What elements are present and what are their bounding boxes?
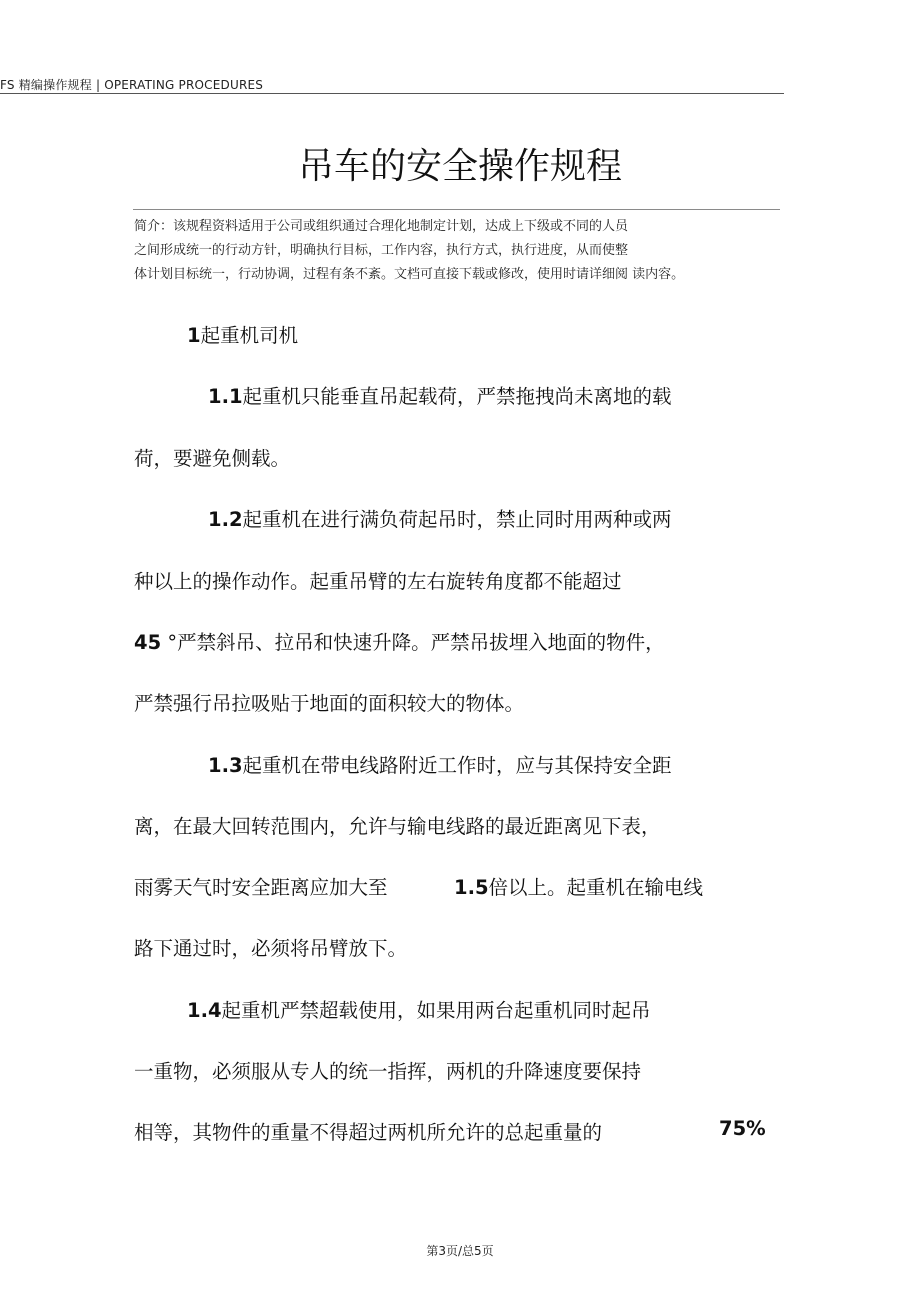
item-1-2-line-2: 种以上的操作动作。起重吊臂的左右旋转角度都不能超过 [134, 570, 622, 593]
section-number: 1 [187, 324, 201, 347]
item-number: 1.2 [208, 508, 243, 531]
item-text: 起重机在带电线路附近工作时，应与其保持安全距 [242, 754, 672, 777]
item-1-2-line-3 [134, 627, 665, 655]
item-text: °严禁斜吊、拉吊和快速升降。严禁吊拔埋入地面的物件， [161, 631, 665, 654]
item-text: 倍以上。起重机在输电线 [488, 876, 704, 899]
intro-line-2: 之间形成统一的行动方针，明确执行目标，工作内容，执行方式，执行进度，从而使整 [134, 243, 629, 258]
title-divider [133, 209, 780, 210]
angle-value: 45 [134, 631, 162, 654]
item-1-3-line-3 [134, 872, 388, 900]
item-1-3-line-4: 路下通过时，必须将吊臂放下。 [134, 937, 408, 960]
item-1-1-line-1 [208, 381, 672, 409]
item-number: 1.3 [208, 754, 243, 777]
section-heading-text: 起重机司机 [200, 324, 299, 347]
item-1-1-line-2: 荷，要避免侧载。 [134, 447, 291, 470]
section-1-heading [187, 320, 298, 348]
item-1-4-line-2: 一重物，必须服从专人的统一指挥，两机的升降速度要保持 [134, 1060, 642, 1083]
document-header: FS 精编操作规程 | OPERATING PROCEDURES [0, 78, 264, 92]
percentage-value: 75% [719, 1117, 766, 1140]
header-divider [0, 93, 784, 94]
item-number: 1.1 [208, 385, 243, 408]
item-1-2-line-4: 严禁强行吊拉吸贴于地面的面积较大的物体。 [134, 692, 525, 715]
item-1-3-line-3-tail [454, 872, 703, 900]
intro-line-1: 简介：该规程资料适用于公司或组织通过合理化地制定计划，达成上下级或不同的人员 [134, 219, 629, 234]
item-number: 1.4 [187, 999, 222, 1022]
intro-line-3: 体计划目标统一，行动协调，过程有条不紊。文档可直接下载或修改，使用时请详细阅 读内容。 [134, 267, 685, 282]
item-1-4-line-1 [187, 995, 651, 1023]
multiplier-value: 1.5 [454, 876, 489, 899]
document-title: 吊车的安全操作规程 [297, 146, 622, 187]
item-text: 起重机在进行满负荷起吊时，禁止同时用两种或两 [242, 508, 672, 531]
item-1-2-line-1 [208, 504, 672, 532]
item-text: 雨雾天气时安全距离应加大至 [134, 876, 388, 899]
page-number: 第3页/总5页 [426, 1244, 494, 1258]
item-1-4-line-3: 相等，其物件的重量不得超过两机所允许的总起重量的 [134, 1121, 603, 1144]
item-1-3-line-1 [208, 750, 672, 778]
item-text: 起重机只能垂直吊起载荷，严禁拖拽尚未离地的载 [242, 385, 672, 408]
item-text: 起重机严禁超载使用，如果用两台起重机同时起吊 [221, 999, 651, 1022]
item-1-3-line-2: 离，在最大回转范围内，允许与输电线路的最近距离见下表， [134, 815, 661, 838]
